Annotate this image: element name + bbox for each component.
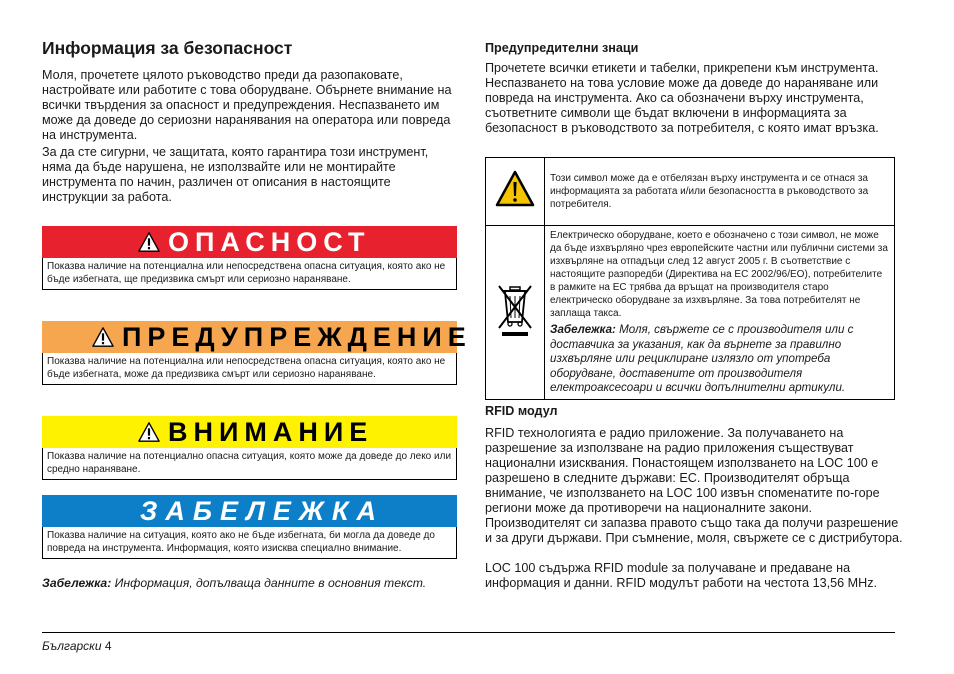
disposal-text: Електрическо оборудване, което е обозначено с този символ, не може да бъде изхвърляно чрез европейските частни или публични системи за изхвърляне на отпадъци след 12 август 2005 г. В съответствие с настоящите разпоредби (Директива на ЕС 2002/96/ЕО), потребителите в рамките на ЕС трябва да връщат на производителя старо електрическо оборудване за изхвърляне. За това потребителят не заплаща такса.: [550, 230, 888, 319]
page-footer: [42, 639, 112, 653]
caution-header: [42, 416, 457, 448]
page-number: 4: [104, 639, 112, 653]
warning-header: [42, 321, 472, 353]
symbol-cell: [486, 226, 545, 400]
footer-language: Български: [42, 639, 102, 653]
caution-description: Показва наличие на потенциално опасна ситуация, която може да доведе до леко или средно нараняване.: [42, 448, 457, 480]
note-label: Забележка:: [550, 323, 616, 336]
crossed-bin-icon: [495, 282, 535, 338]
caution-word: ВНИМАНИЕ: [168, 417, 374, 447]
note-label: Забележка:: [42, 576, 112, 590]
symbol-cell: [486, 158, 545, 226]
footer-divider: [42, 632, 895, 633]
safety-intro-paragraph: Моля, прочетете цялото ръководство преди да разопаковате, настройвате или работите с това оборудване. Обърнете внимание на всички твърдения за опасност и предупреждения. Неспазването им може да доведе до сериозни наранявания на оператора или повреда на инструмента.: [42, 68, 452, 142]
danger-header: [42, 226, 457, 258]
rfid-paragraph: RFID технологията е радио приложение. За получаването на разрешение за използване на радио приложения съществуват национални изисквания. Понастоящем използването на LOC 100 е разрешено в следните държави: ЕС. Производителят обръща внимание, че използването на LOC 100 извън споменатите по-горе региони може да противоречи на националните закони. Производителят си запазва правото също така да получи разрешение и за други държави. При съмнение, моля, свържете се с дистрибутора.: [485, 426, 903, 545]
danger-description: Показва наличие на потенциална или непосредствена опасна ситуация, която ако не бъде избегната, ще предизвика смърт или сериозно нараняване.: [42, 258, 457, 290]
disposal-description-cell: [545, 226, 895, 400]
note-text: Моля, свържете се с производителя или с доставчика за указания, как да върнете за правилно изхвърляне или рециклиране излязло от употреба оборудване, доставените от производителя електроаксесоари и всички допълнителни артикули.: [550, 323, 854, 394]
section-heading-safety: Информация за безопасност: [42, 38, 293, 58]
notice-word: ЗАБЕЛЕЖКА: [140, 496, 384, 526]
danger-word: ОПАСНОСТ: [168, 227, 371, 257]
warning-triangle-icon: [495, 169, 535, 209]
supplementary-note: [42, 576, 426, 590]
warning-signs-paragraph: Прочетете всички етикети и табелки, прикрепени към инструмента. Неспазването на това условие може да доведе до нараняване или повреда на инструмента. Ако са обозначени върху инструмента, съответните символи ще бъдат включени в информацията за безопасност в ръководството за потребителя, с която имат връзка.: [485, 61, 879, 135]
note-text: Информация, допълваща данните в основния текст.: [111, 576, 427, 590]
warning-signal-box: [42, 321, 472, 385]
warning-description: Показва наличие на потенциална или непосредствена опасна ситуация, която ако не бъде избегната, може да предизвика смърт или сериозно нараняване.: [42, 353, 457, 385]
danger-signal-box: [42, 226, 457, 290]
caution-signal-box: [42, 416, 457, 480]
table-row: [486, 226, 895, 400]
symbol-description: Този символ може да е отбелязан върху инструмента и се отнася за информацията за работата и/или безопасността в ръководството за потребителя.: [545, 158, 895, 226]
warning-triangle-icon: [138, 231, 160, 253]
notice-signal-box: [42, 495, 457, 559]
rfid-module-paragraph: LOC 100 съдържа RFID module за получаване и предаване на информация и данни. RFID модулът работи на честота 13,56 MHz.: [485, 561, 877, 590]
disposal-note: [550, 323, 889, 396]
table-row: [486, 158, 895, 226]
section-heading-warning-signs: Предупредителни знаци: [485, 41, 639, 55]
section-heading-rfid: RFID модул: [485, 404, 558, 418]
notice-description: Показва наличие на ситуация, която ако не бъде избегната, би могла да доведе до повреда на инструмента. Информация, която изисква специално внимание.: [42, 527, 457, 559]
warning-word: ПРЕДУПРЕЖДЕНИЕ: [122, 322, 472, 352]
warning-triangle-icon: [92, 326, 114, 348]
notice-header: [42, 495, 457, 527]
warning-triangle-icon: [138, 421, 160, 443]
symbols-table: [485, 157, 895, 400]
safety-protection-paragraph: За да сте сигурни, че защитата, която гарантира този инструмент, няма да бъде нарушена, не използвайте или не монтирайте инструмента по начин, различен от описания в настоящите инструкции за работа.: [42, 145, 429, 204]
